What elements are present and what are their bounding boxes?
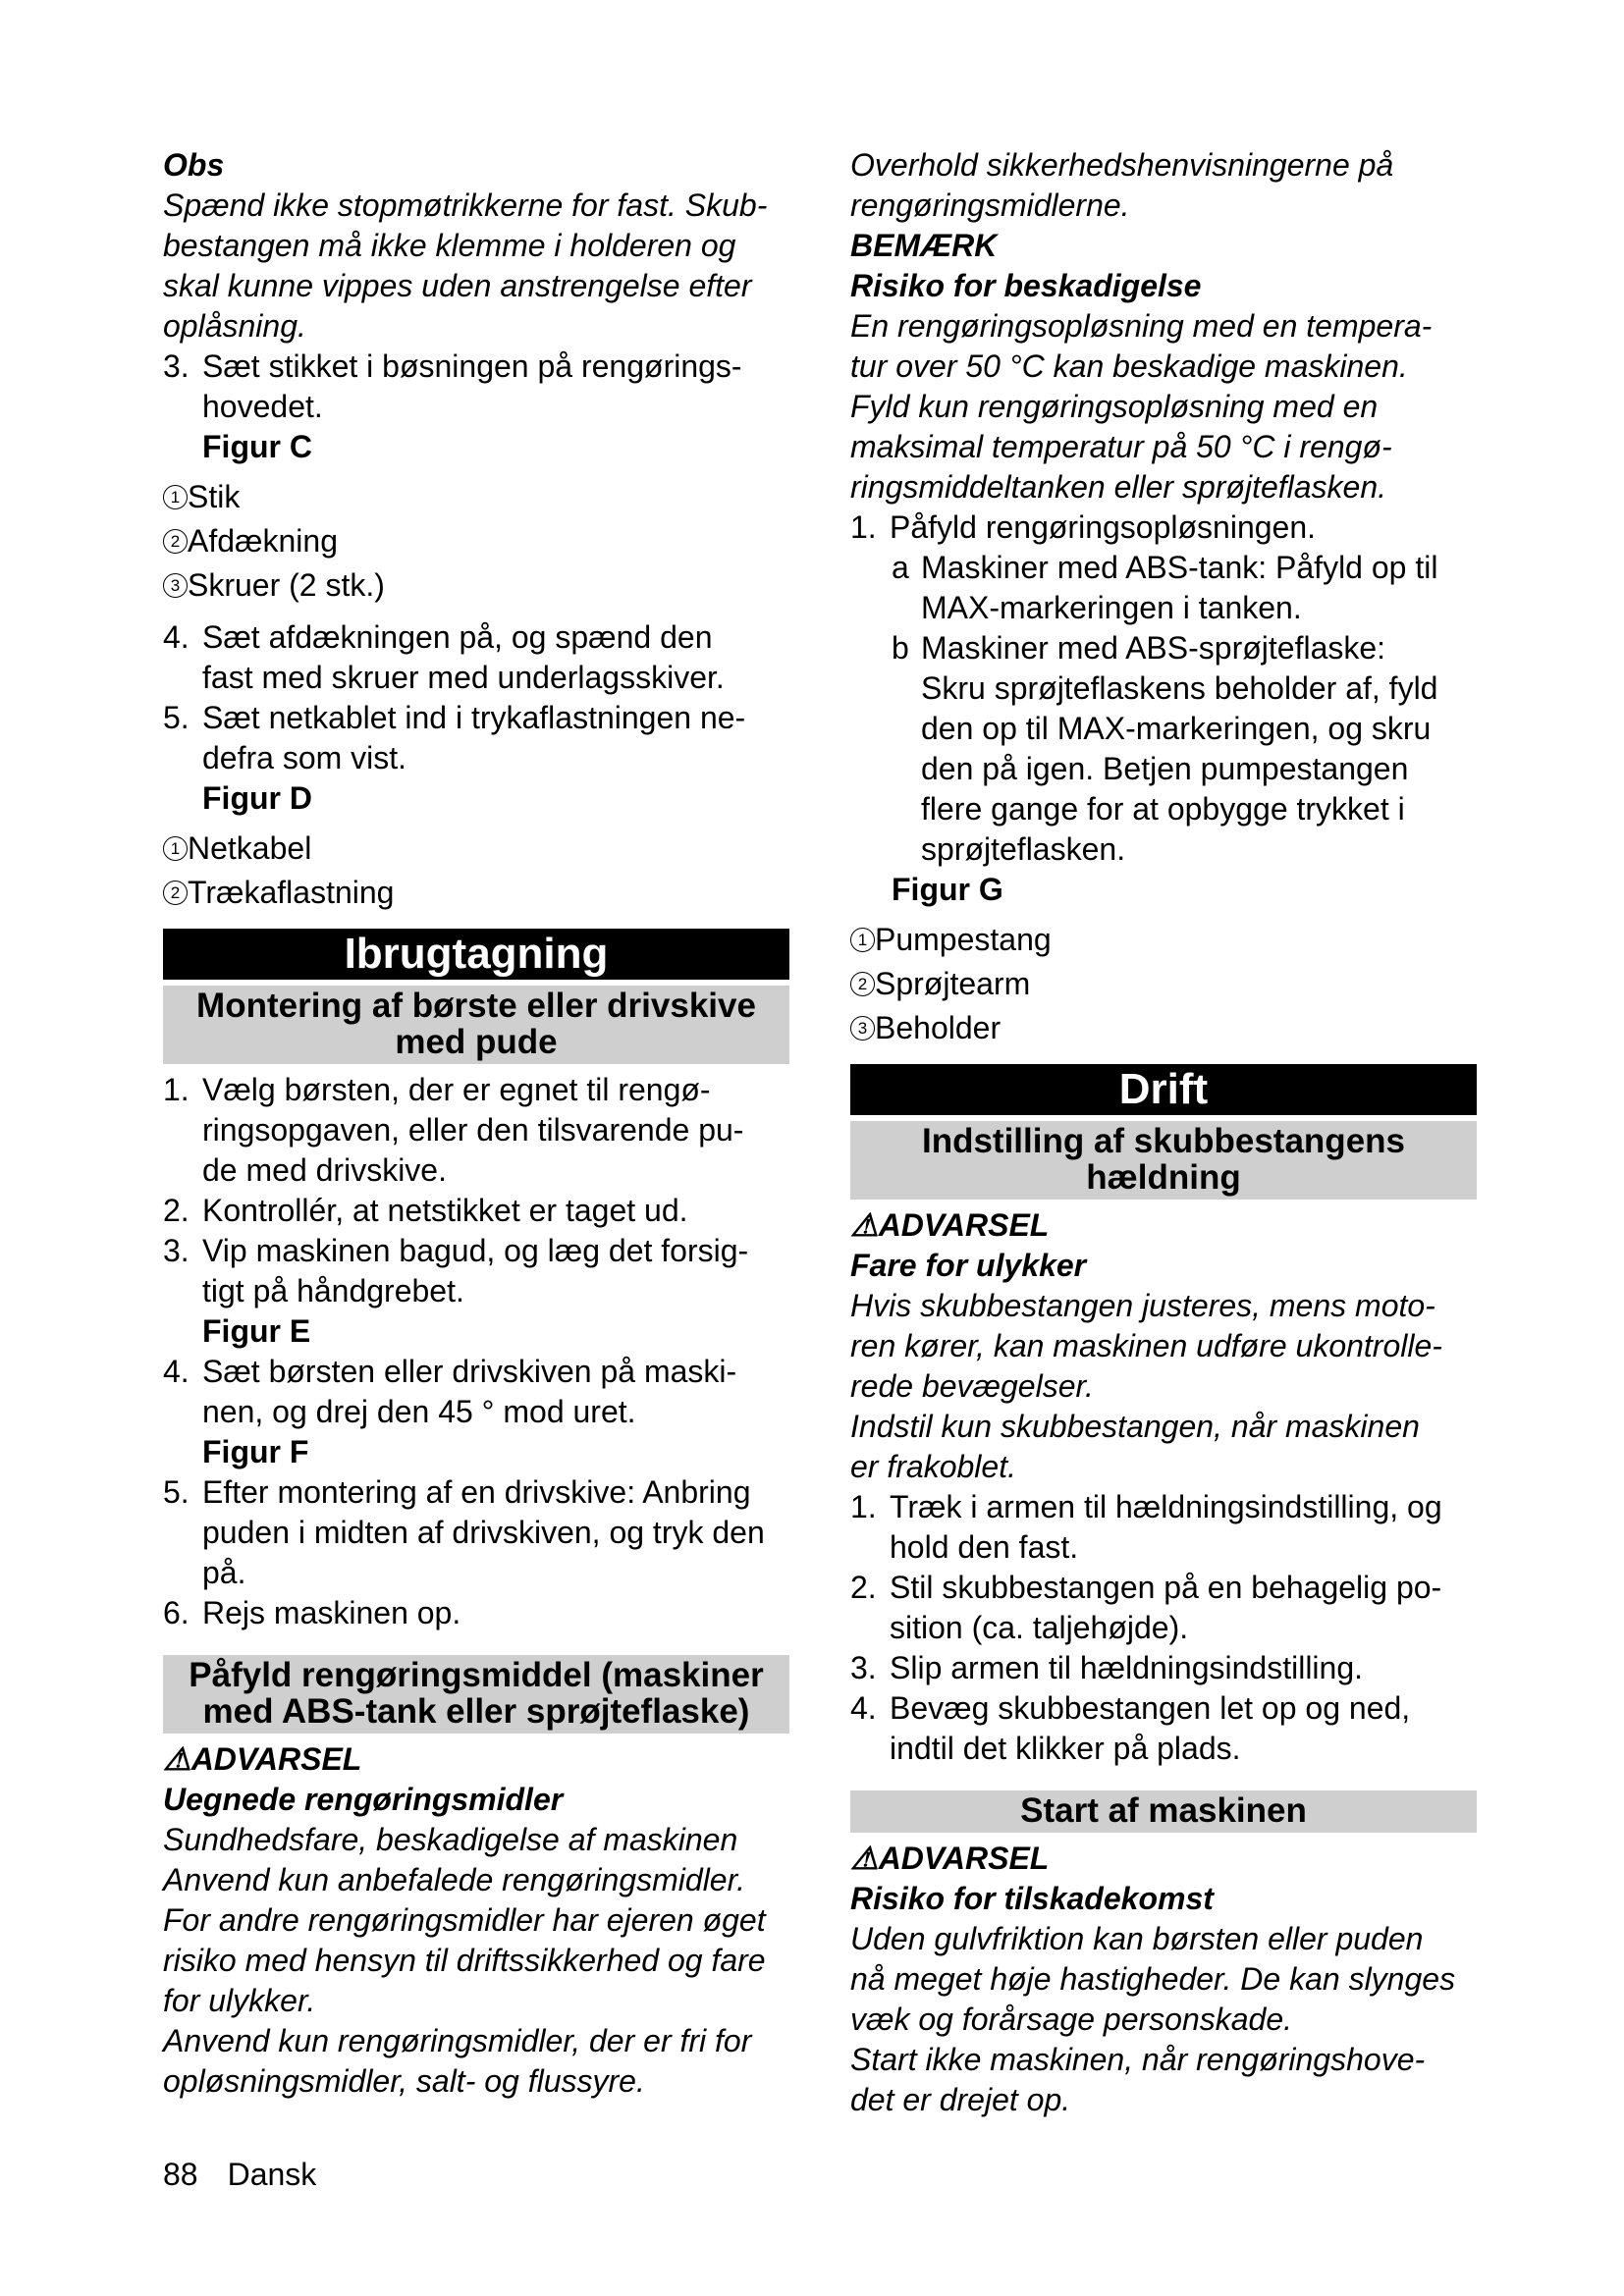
warning-title: Uegnede rengøringsmidler bbox=[163, 1782, 564, 1817]
step-text: flere gange for at opbygge trykket i bbox=[921, 791, 1405, 827]
step-text: nen, og drej den 45 ° mod uret. bbox=[202, 1394, 636, 1429]
heading-line: Indstilling af skubbestangens bbox=[921, 1122, 1406, 1160]
warning-text-line: opløsningsmidler, salt- og flussyre. bbox=[163, 2063, 645, 2099]
callout-number-icon: 1 bbox=[850, 928, 875, 952]
step-text: hovedet. bbox=[202, 389, 323, 424]
legend-item bbox=[163, 475, 789, 519]
mount-step-6: 6. Rejs maskinen op. bbox=[163, 1595, 461, 1630]
mount-step-3: 3. Vip maskinen bagud, og læg det forsig- tigt på håndgrebet. bbox=[163, 1231, 789, 1311]
subsection-heading-montering bbox=[163, 986, 789, 1064]
notice-text-line: tur over 50 °C kan beskadige maskinen. bbox=[850, 348, 1408, 384]
warning-text-line: Hvis skubbestangen justeres, mens moto- bbox=[850, 1288, 1435, 1323]
step-text: Kontrollér, at netstikket er taget ud. bbox=[202, 1193, 688, 1228]
callout-number-icon: 2 bbox=[163, 881, 188, 905]
step-5: 5. Sæt netkablet ind i trykaflastningen ne- defra som vist. bbox=[163, 698, 789, 778]
step-text: Vælg børsten, der er egnet til rengø- bbox=[202, 1072, 711, 1107]
step-text: Påfyld rengøringsopløsningen. bbox=[890, 509, 1317, 545]
warning-title: Fare for ulykker bbox=[850, 1248, 1087, 1283]
legend-label: Sprøjtearm bbox=[875, 966, 1031, 1001]
footer-language: Dansk bbox=[227, 2157, 317, 2192]
obs-text-line: skal kunne vippes uden anstrengelse efter bbox=[163, 268, 752, 303]
step-text: sprøjteflasken. bbox=[921, 831, 1126, 867]
figure-g-legend bbox=[850, 918, 1477, 1050]
heading-line: med pude bbox=[395, 1023, 558, 1061]
step-text: indtil det klikker på plads. bbox=[890, 1731, 1241, 1766]
notice-title: Risiko for beskadigelse bbox=[850, 268, 1202, 303]
step-text: Sæt netkablet ind i trykaflastningen ne- bbox=[202, 700, 746, 735]
obs-text-line: Spænd ikke stopmøtrikkerne for fast. Skub- bbox=[163, 187, 768, 223]
step-text: defra som vist. bbox=[202, 740, 407, 775]
warning-label: ⚠ADVARSEL bbox=[163, 1741, 362, 1777]
left-column bbox=[163, 145, 789, 2102]
warning-text-line: nå meget høje hastigheder. De kan slynges bbox=[850, 1961, 1456, 1997]
right-column bbox=[850, 145, 1477, 2120]
figure-d-legend bbox=[163, 827, 789, 915]
step-text: Efter montering af en drivskive: Anbring bbox=[202, 1474, 751, 1510]
legend-label: Stik bbox=[188, 479, 241, 514]
fill-step-a: a Maskiner med ABS-tank: Påfyld op til MAX-markeringen i tanken. bbox=[850, 548, 1477, 628]
legend-label: Beholder bbox=[875, 1010, 1001, 1045]
legend-label: Pumpestang bbox=[875, 922, 1052, 957]
warning-text-line: Indstil kun skubbestangen, når maskinen bbox=[850, 1409, 1420, 1444]
legend-item bbox=[163, 827, 789, 871]
intro-line: Overhold sikkerhedshenvisningerne på bbox=[850, 147, 1394, 183]
step-text: Sæt stikket i bøsningen på rengørings- bbox=[202, 348, 742, 384]
mount-step-1: 1. Vælg børsten, der er egnet til rengø- ringsopgaven, eller den tilsvarende pu- de med drivskive. bbox=[163, 1070, 789, 1191]
step-text: Skru sprøjteflaskens beholder af, fyld bbox=[921, 670, 1438, 706]
section-heading-ibrugtagning: Ibrugtagning bbox=[163, 929, 789, 980]
step-text: den op til MAX-markeringen, og skru bbox=[921, 711, 1432, 746]
step-text: Stil skubbestangen på en behagelig po- bbox=[890, 1570, 1442, 1605]
mount-step-5: 5. Efter montering af en drivskive: Anbring puden i midten af drivskiven, og tryk den på. bbox=[163, 1472, 789, 1593]
warning-text-line: Anvend kun anbefalede rengøringsmidler. bbox=[163, 1862, 745, 1897]
fill-step-1: 1. Påfyld rengøringsopløsningen. bbox=[850, 509, 1317, 545]
subsection-heading-start: Start af maskinen bbox=[850, 1790, 1477, 1833]
section-heading-drift: Drift bbox=[850, 1064, 1477, 1115]
warning-text-line: risiko med hensyn til driftssikkerhed og fare bbox=[163, 1943, 766, 1978]
step-text: på. bbox=[202, 1555, 246, 1590]
heading-line: med ABS-tank eller sprøjteflaske) bbox=[202, 1692, 750, 1731]
legend-label: Trækaflastning bbox=[188, 875, 395, 910]
figure-e-label: Figur E bbox=[202, 1313, 311, 1349]
callout-number-icon: 1 bbox=[163, 836, 188, 861]
step-text: Maskiner med ABS-tank: Påfyld op til bbox=[921, 550, 1438, 585]
notice-text-line: ringsmiddeltanken eller sprøjteflasken. bbox=[850, 469, 1387, 505]
legend-item bbox=[163, 871, 789, 915]
legend-item bbox=[850, 1006, 1477, 1050]
obs-text-line: oplåsning. bbox=[163, 308, 306, 344]
callout-number-icon: 1 bbox=[163, 485, 188, 509]
heading-line: Montering af børste eller drivskive bbox=[196, 987, 756, 1025]
notice-text-line: En rengøringsopløsning med en tempera- bbox=[850, 308, 1433, 344]
callout-number-icon: 2 bbox=[163, 529, 188, 554]
obs-text-line: bestangen må ikke klemme i holderen og bbox=[163, 228, 736, 263]
legend-label: Afdækning bbox=[188, 523, 338, 559]
notice-text-line: Fyld kun rengøringsopløsning med en bbox=[850, 389, 1379, 424]
step-text: Maskiner med ABS-sprøjteflaske: bbox=[921, 630, 1386, 666]
tilt-step-3: 3. Slip armen til hældningsindstilling. bbox=[850, 1650, 1364, 1685]
step-text: den på igen. Betjen pumpestangen bbox=[921, 751, 1409, 786]
callout-number-icon: 2 bbox=[850, 972, 875, 996]
legend-label: Netkabel bbox=[188, 830, 312, 866]
warning-title: Risiko for tilskadekomst bbox=[850, 1881, 1214, 1916]
step-text: MAX-markeringen i tanken. bbox=[921, 590, 1302, 625]
warning-text-line: er frakoblet. bbox=[850, 1449, 1016, 1484]
subsection-heading-pafyld bbox=[163, 1655, 789, 1734]
step-text: Træk i armen til hældningsindstilling, og bbox=[890, 1489, 1442, 1524]
warning-text-line: rede bevægelser. bbox=[850, 1368, 1094, 1404]
figure-g-label: Figur G bbox=[892, 872, 1003, 907]
notice-text-line: maksimal temperatur på 50 °C i rengø- bbox=[850, 429, 1392, 464]
warning-text-line: for ulykker. bbox=[163, 1983, 316, 2018]
step-text: tigt på håndgrebet. bbox=[202, 1273, 464, 1308]
figure-c-label: Figur C bbox=[202, 429, 312, 464]
legend-item bbox=[163, 563, 789, 608]
legend-item bbox=[163, 519, 789, 563]
step-text: hold den fast. bbox=[890, 1529, 1079, 1565]
warning-text-line: For andre rengøringsmidler har ejeren øget bbox=[163, 1902, 766, 1938]
figure-d-label: Figur D bbox=[202, 780, 312, 816]
heading-line: hældning bbox=[1086, 1158, 1241, 1197]
figure-f-label: Figur F bbox=[202, 1434, 309, 1469]
step-text: de med drivskive. bbox=[202, 1152, 447, 1188]
step-text: sition (ca. taljehøjde). bbox=[890, 1610, 1189, 1645]
obs-title: Obs bbox=[163, 147, 225, 183]
legend-item bbox=[850, 918, 1477, 962]
fill-step-b: b Maskiner med ABS-sprøjteflaske: Skru sprøjteflaskens beholder af, fyld den op til MAX-markeringen, og skru den på igen. Betjen pumpestangen flere gange for at opbygge trykket i sprøjteflasken. bbox=[850, 628, 1477, 870]
step-text: Slip armen til hældningsindstilling. bbox=[890, 1650, 1364, 1685]
page-number: 88 bbox=[163, 2157, 198, 2192]
warning-text-line: Anvend kun rengøringsmidler, der er fri for bbox=[163, 2023, 752, 2058]
heading-line: Påfyld rengøringsmiddel (maskiner bbox=[189, 1656, 764, 1694]
warning-label: ⚠ADVARSEL bbox=[850, 1207, 1050, 1243]
legend-label: Skruer (2 stk.) bbox=[188, 567, 385, 603]
warning-text-line: Uden gulvfriktion kan børsten eller puden bbox=[850, 1921, 1424, 1956]
page-footer bbox=[163, 2155, 316, 2195]
warning-text-line: det er drejet op. bbox=[850, 2082, 1071, 2117]
step-text: Rejs maskinen op. bbox=[202, 1595, 461, 1630]
step-text: Sæt børsten eller drivskiven på maski- bbox=[202, 1354, 737, 1389]
callout-number-icon: 3 bbox=[163, 573, 188, 598]
warning-text-line: Sundhedsfare, beskadigelse af maskinen bbox=[163, 1822, 738, 1857]
tilt-step-4: 4. Bevæg skubbestangen let op og ned, indtil det klikker på plads. bbox=[850, 1688, 1477, 1769]
tilt-step-2: 2. Stil skubbestangen på en behagelig po- sition (ca. taljehøjde). bbox=[850, 1568, 1477, 1648]
step-text: puden i midten af drivskiven, og tryk den bbox=[202, 1515, 765, 1550]
step-text: Vip maskinen bagud, og læg det forsig- bbox=[202, 1233, 749, 1268]
step-3: 3. Sæt stikket i bøsningen på rengørings- hovedet. bbox=[163, 347, 789, 427]
warning-text-line: Start ikke maskinen, når rengøringshove- bbox=[850, 2042, 1426, 2077]
step-text: Bevæg skubbestangen let op og ned, bbox=[890, 1690, 1411, 1726]
step-4: 4. Sæt afdækningen på, og spænd den fast med skruer med underlagsskiver. bbox=[163, 617, 789, 698]
tilt-step-1: 1. Træk i armen til hældningsindstilling, og hold den fast. bbox=[850, 1487, 1477, 1568]
mount-step-4: 4. Sæt børsten eller drivskiven på maski- nen, og drej den 45 ° mod uret. bbox=[163, 1352, 789, 1432]
callout-number-icon: 3 bbox=[850, 1016, 875, 1041]
legend-item bbox=[850, 962, 1477, 1006]
warning-text-line: ren kører, kan maskinen udføre ukontrolle- bbox=[850, 1328, 1442, 1363]
step-text: Sæt afdækningen på, og spænd den bbox=[202, 619, 713, 655]
step-text: ringsopgaven, eller den tilsvarende pu- bbox=[202, 1112, 744, 1148]
figure-c-legend bbox=[163, 475, 789, 608]
mount-step-2: 2. Kontrollér, at netstikket er taget ud. bbox=[163, 1193, 688, 1228]
subsection-heading-indstilling bbox=[850, 1121, 1477, 1200]
step-text: fast med skruer med underlagsskiver. bbox=[202, 660, 725, 695]
warning-text-line: væk og forårsage personskade. bbox=[850, 2002, 1293, 2037]
notice-label: BEMÆRK bbox=[850, 228, 998, 263]
warning-label: ⚠ADVARSEL bbox=[850, 1841, 1050, 1876]
intro-line: rengøringsmidlerne. bbox=[850, 187, 1130, 223]
